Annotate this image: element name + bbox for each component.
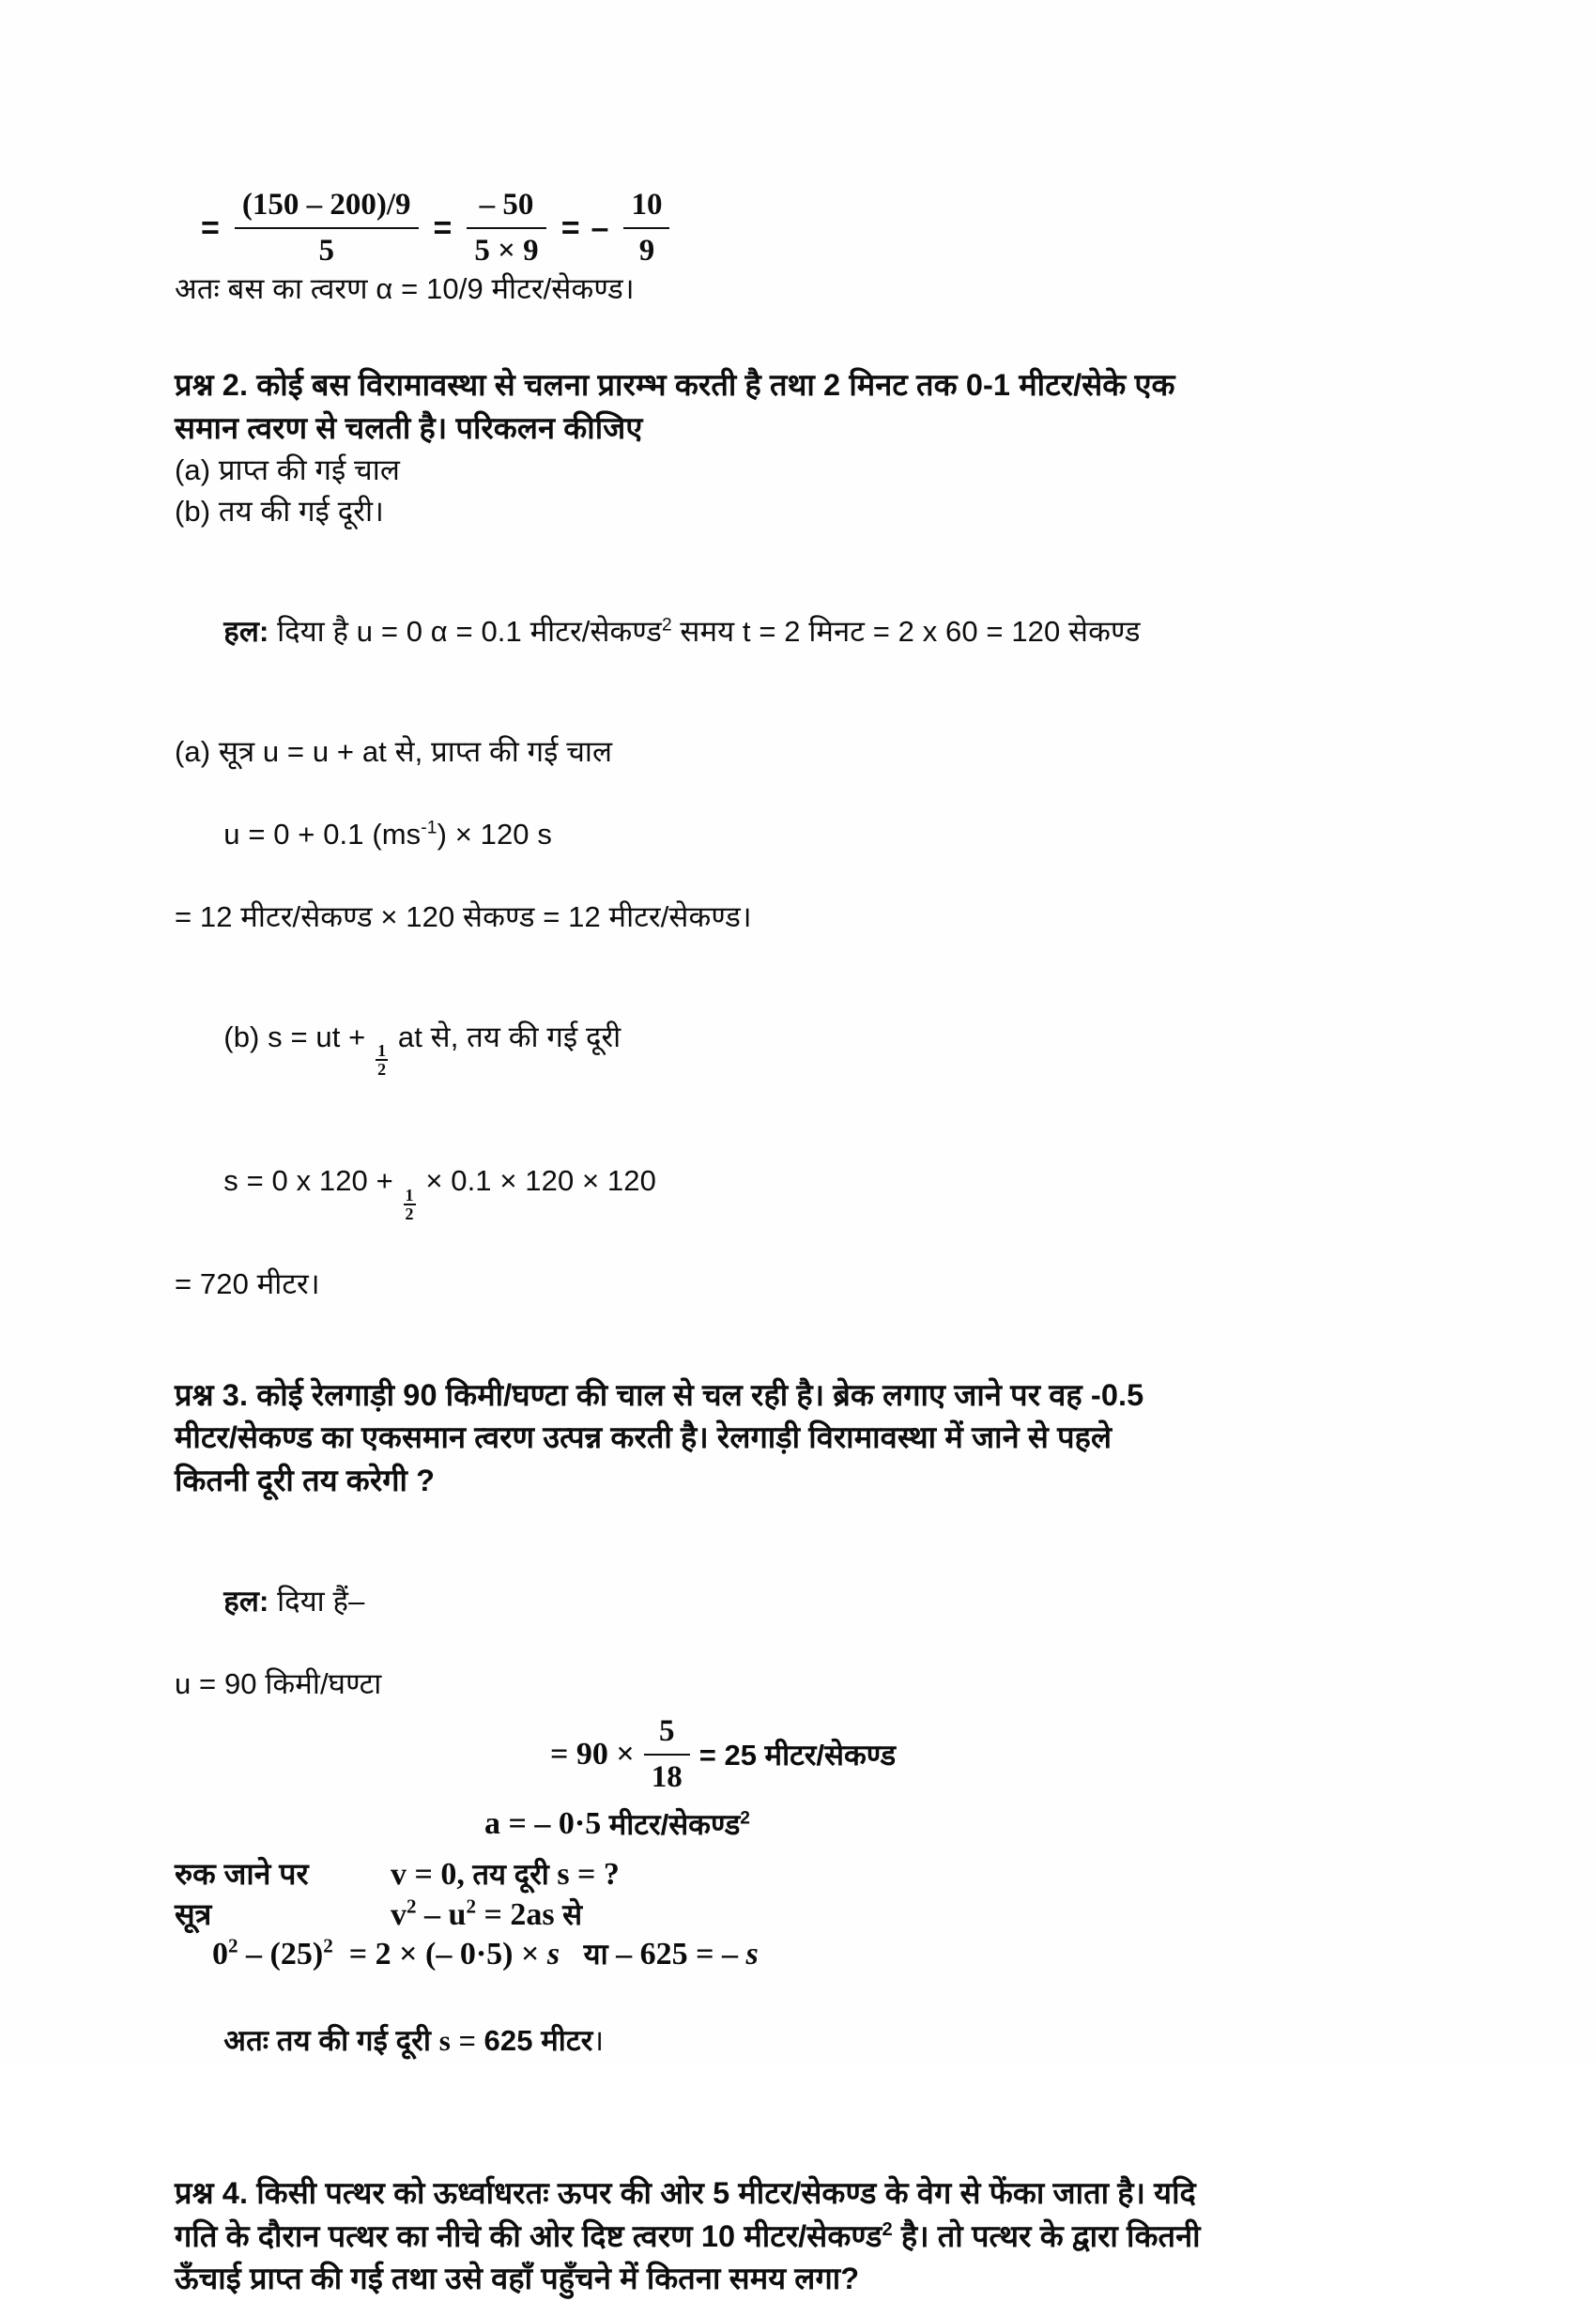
question2-part-a: (a) प्राप्त की गई चाल — [175, 453, 400, 487]
question3-heading-line3: कितनी दूरी तय करेगी ? — [175, 1463, 436, 1497]
question3-answer-line — [175, 1979, 1414, 2103]
stop-label: रुक जाने पर — [175, 1857, 309, 1892]
question4-heading-line3: ऊँचाई प्राप्त की गई तथा उसे वहाँ पहुँचने में कितना समय लगा? — [175, 2262, 860, 2296]
fraction-5-over-18 — [644, 1714, 690, 1795]
page-content — [175, 188, 1414, 2301]
answer-symbol: s — [438, 2024, 451, 2058]
fraction-first — [235, 188, 419, 268]
conversion-prefix: = 90 × — [550, 1737, 635, 1772]
fraction-denominator: 5 × 9 — [467, 227, 545, 268]
equals-sign-2: = — [433, 209, 453, 246]
given-superscript: 2 — [661, 615, 672, 636]
half-fraction — [376, 1042, 388, 1078]
stop-expression: v = 0, तय दूरी s = ? — [391, 1857, 620, 1893]
acceleration-symbol: a — [484, 1806, 500, 1842]
fraction-denominator: 5 — [235, 227, 419, 268]
equals-sign-1: = — [201, 209, 220, 246]
question3-heading-line1: प्रश्न 3. कोई रेलगाड़ी 90 किमी/घण्टा की चाल से चल रही है। ब्रेक लगाए जाने पर वह -0.5 — [175, 1377, 1144, 1412]
formula-suffix: at से, तय की गई दूरी — [390, 1020, 622, 1054]
question2-part-b: (b) तय की गई दूरी। — [175, 495, 384, 529]
fraction-numerator: (150 – 200)/9 — [241, 188, 411, 222]
question3-solution-label-row — [175, 1540, 1414, 1664]
question3-heading-line2: मीटर/सेकण्ड का एकसमान त्वरण उत्पन्न करती है। रेलगाड़ी विरामावस्था में जाने से पहले — [175, 1420, 1113, 1455]
step-suffix: × 0.1 × 120 × 120 — [417, 1164, 656, 1198]
top-equation — [195, 188, 1414, 268]
heading-prefix: गति के दौरान पत्थर का नीचे की ओर दिष्ट त्वरण 10 मीटर/सेकण्ड — [175, 2218, 882, 2253]
question3-acceleration-line — [484, 1804, 1414, 1844]
step-prefix: u = 0 + 0.1 (ms — [223, 818, 422, 851]
formula-expression: $v^2 - u^2 = 2as$ से — [391, 1894, 583, 1933]
question4-heading-line1: प्रश्न 4. किसी पत्थर को ऊर्ध्वाधरतः ऊपर की ओर 5 मीटर/सेकण्ड के वेग से फेंका जाता है। यदि — [175, 2176, 1196, 2211]
fraction-second — [467, 188, 545, 268]
question2-solution-given — [175, 570, 1414, 694]
question2-b-step2: = 720 मीटर। — [175, 1266, 320, 1300]
question3-conversion-equation — [550, 1714, 1414, 1795]
question2-a-formula: (a) सूत्र u = u + at से, प्राप्त की गई चाल — [175, 735, 613, 769]
fraction-denominator: 2 — [377, 1060, 387, 1080]
question3-substitution-line: $0^2 - (25)^2 = 2$ × (– 0·5) × s या – 625 = – s — [212, 1934, 759, 1972]
fraction-denominator: 9 — [623, 227, 669, 268]
question3-stop-row — [175, 1853, 1414, 1894]
answer-equals: = — [450, 2024, 484, 2058]
unit-superscript: 2 — [740, 1808, 750, 1829]
question2-a-step2: = 12 मीटर/सेकण्ड × 120 सेकण्ड = 12 मीटर/सेकण्ड। — [175, 900, 752, 934]
formula-prefix: (b) s = ut + — [223, 1020, 375, 1054]
half-fraction — [404, 1187, 416, 1222]
step-superscript: -1 — [421, 818, 437, 838]
step-suffix: ) × 120 s — [437, 818, 552, 851]
given-rest: समय t = 2 मिनट = 2 x 60 = 120 सेकण्ड — [671, 615, 1141, 649]
question2-b-formula — [175, 975, 1414, 1119]
question2-b-step1 — [175, 1119, 1414, 1263]
solution-label: हल: — [223, 615, 269, 649]
fraction-numerator: 10 — [631, 188, 663, 222]
question2-heading-line2: समान त्वरण से चलती है। परिकलन कीजिए — [175, 410, 643, 445]
answer-end: । — [592, 2024, 605, 2058]
fraction-numerator: 5 — [659, 1714, 675, 1749]
answer-prefix: अतः तय की गई दूरी — [223, 2024, 439, 2058]
question3-formula-row — [175, 1894, 1414, 1934]
given-text: दिया है u = 0 α = 0.1 मीटर/सेकण्ड — [269, 615, 662, 649]
fraction-numerator: 1 — [377, 1041, 387, 1061]
question3-u-line: u = 90 किमी/घण्टा — [175, 1667, 382, 1701]
fraction-denominator: 18 — [644, 1754, 690, 1795]
top-equation-conclusion: अतः बस का त्वरण α = 10/9 मीटर/सेकण्ड। — [175, 272, 635, 305]
question2-heading-line1: प्रश्न 2. कोई बस विरामावस्था से चलना प्रारम्भ करती है तथा 2 मिनट तक 0-1 मीटर/सेके एक — [175, 368, 1175, 403]
fraction-numerator: – 50 — [479, 188, 534, 222]
question4-heading-line2 — [175, 2216, 1414, 2259]
acceleration-unit: मीटर/सेकण्ड$^2$ — [608, 1808, 750, 1842]
solution-label: हल: — [223, 1585, 269, 1618]
minus-sign: – — [591, 209, 609, 246]
heading-superscript: 2 — [882, 2218, 893, 2240]
acceleration-value: = – 0·5 — [500, 1806, 609, 1842]
step-prefix: s = 0 x 120 + — [223, 1164, 402, 1198]
answer-value: 625 मीटर — [483, 2024, 593, 2058]
heading-suffix: है। तो पत्थर के द्वारा कितनी — [892, 2218, 1201, 2253]
fraction-denominator: 2 — [405, 1204, 414, 1223]
fraction-numerator: 1 — [405, 1185, 414, 1204]
conversion-suffix: = 25 मीटर/सेकण्ड — [698, 1739, 897, 1772]
equals-sign-3: = — [560, 209, 580, 246]
question2-a-step1 — [175, 773, 1414, 897]
given-text: दिया हैं– — [269, 1585, 365, 1618]
formula-label: सूत्र — [175, 1897, 212, 1932]
fraction-third — [623, 188, 669, 268]
